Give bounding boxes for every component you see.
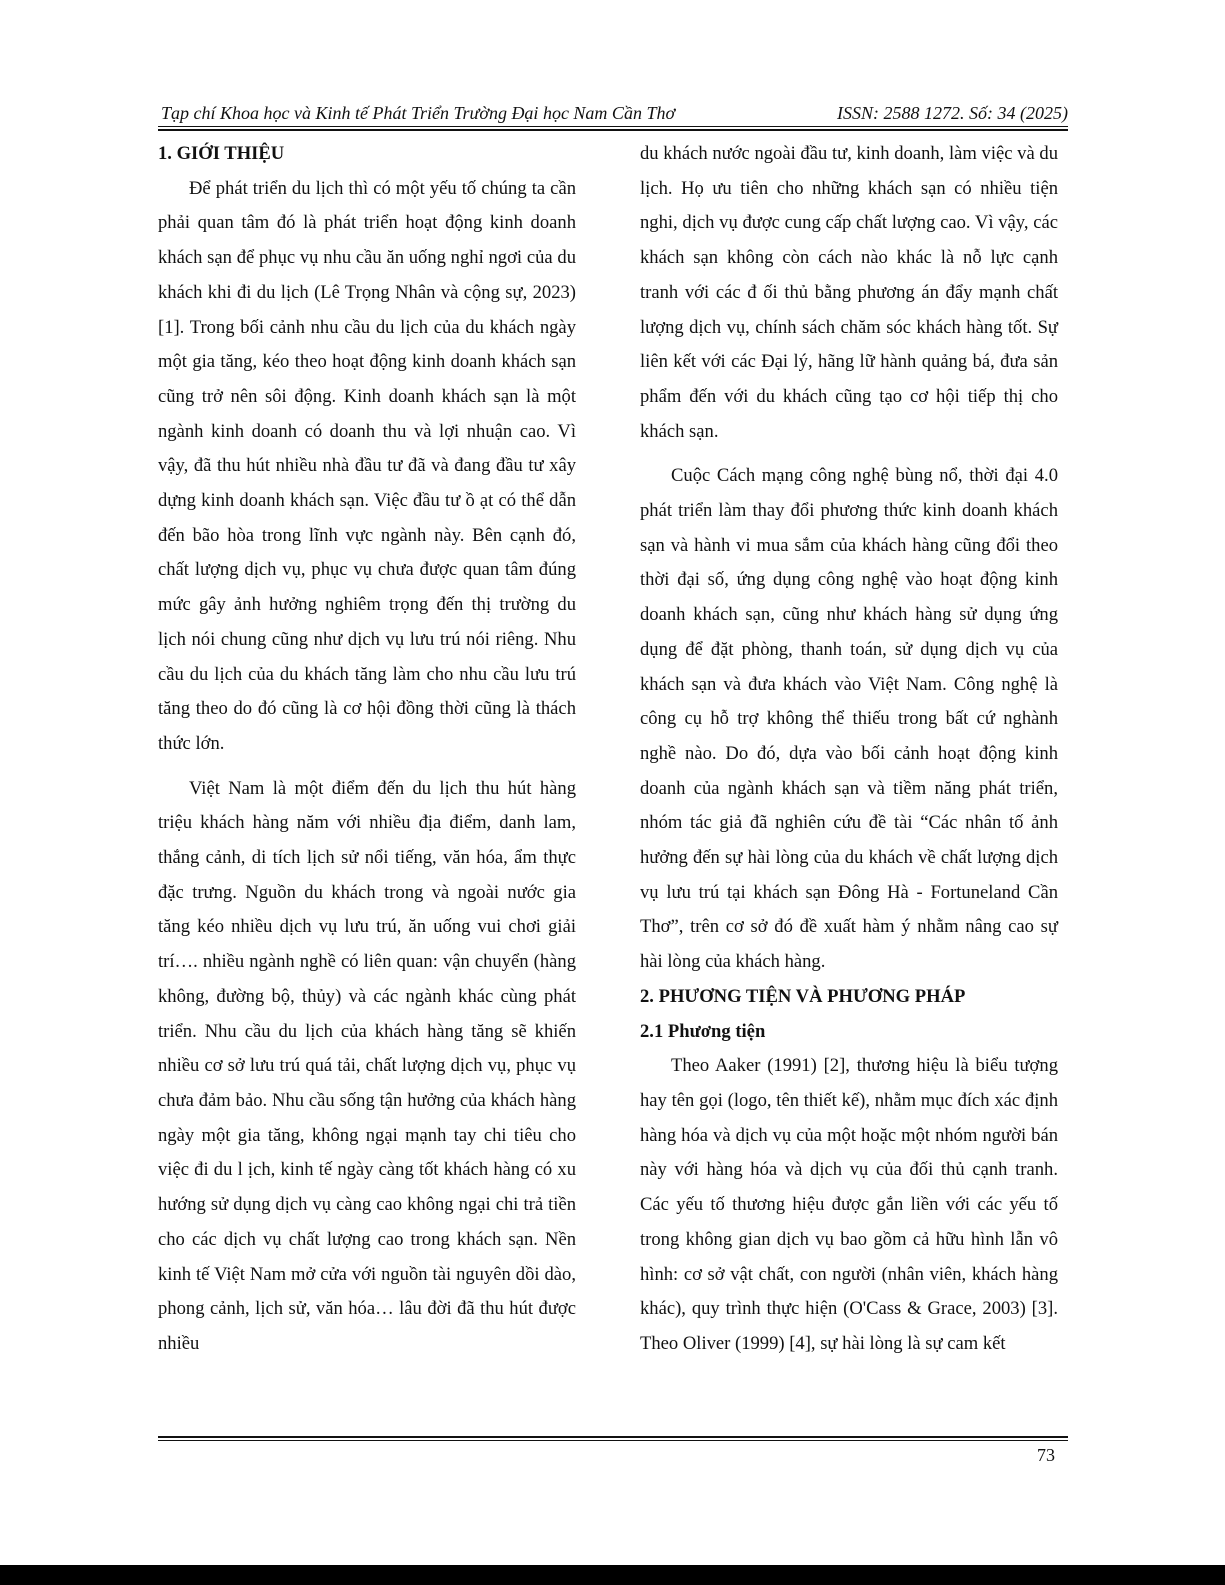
header-rule-thin <box>158 126 1068 127</box>
subsection-heading: 2.1 Phương tiện <box>640 1020 766 1042</box>
scan-bottom-edge <box>0 1565 1225 1585</box>
section-heading: 2. PHƯƠNG TIỆN VÀ PHƯƠNG PHÁP <box>640 985 966 1007</box>
footer-rule-thick <box>158 1436 1068 1438</box>
header-rule-thick <box>158 129 1068 131</box>
paragraph-continued: du khách nước ngoài đầu tư, kinh doanh, làm việc và du lịch. Họ ưu tiên cho những khách sạn có nhiều tiện nghi, dịch vụ được cung cấp chất lượng cao. Vì vậy, các khách sạn không còn cách nào khác là nỗ lực cạnh tranh với các đ ối thủ bằng phương án đẩy mạnh chất lượng dịch vụ, chính sách chăm sóc khách hàng tốt. Sự liên kết với các Đại lý, hãng lữ hành quảng bá, đưa sản phẩm đến với du khách cũng tạo cơ hội tiếp thị cho khách sạn. <box>640 143 1058 442</box>
page-number: 73 <box>1037 1445 1055 1465</box>
issn-issue: ISSN: 2588 1272. Số: 34 (2025) <box>837 103 1068 123</box>
left-column <box>158 137 576 1362</box>
footer-rule-thin <box>158 1440 1068 1441</box>
journal-title: Tạp chí Khoa học và Kinh tế Phát Triển Trường Đại học Nam Cần Thơ <box>161 103 676 123</box>
paragraph: Cuộc Cách mạng công nghệ bùng nổ, thời đại 4.0 phát triển làm thay đổi phương thức kinh doanh khách sạn và hành vi mua sắm của khách hàng cũng đổi theo thời đại số, ứng dụng công nghệ vào hoạt động kinh doanh khách sạn, cũng như khách hàng sử dụng ứng dụng để đặt phòng, thanh toán, sử dụng dịch vụ của khách sạn và đưa khách vào Việt Nam. Công nghệ là công cụ hỗ trợ không thể thiếu trong bất cứ nghành nghề nào. Do đó, dựa vào bối cảnh hoạt động kinh doanh của ngành khách sạn và tiềm năng phát triển, nhóm tác giả đã nghiên cứu đề tài “Các nhân tố ảnh hưởng đến sự hài lòng của du khách về chất lượng dịch vụ lưu trú tại khách sạn Đông Hà - Fortuneland Cần Thơ”, trên cơ sở đó đề xuất hàm ý nhằm nâng cao sự hài lòng của khách hàng. <box>640 465 1058 973</box>
right-column <box>640 137 1058 1362</box>
paragraph: Để phát triển du lịch thì có một yếu tố chúng ta cần phải quan tâm đó là phát triển hoạt động kinh doanh khách sạn để phục vụ nhu cầu ăn uống nghỉ ngơi của du khách khi đi du lịch (Lê Trọng Nhân và cộng sự, 2023) [1]. Trong bối cảnh nhu cầu du lịch của du khách ngày một gia tăng, kéo theo hoạt động kinh doanh khách sạn cũng trở nên sôi động. Kinh doanh khách sạn là một ngành kinh doanh có doanh thu và lợi nhuận cao. Vì vậy, đã thu hút nhiều nhà đầu tư đã và đang đầu tư xây dựng kinh doanh khách sạn. Việc đầu tư ồ ạt có thể dẫn đến bão hòa trong lĩnh vực ngành này. Bên cạnh đó, chất lượng dịch vụ, phục vụ chưa được quan tâm đúng mức gây ảnh hưởng nghiêm trọng đến thị trường du lịch nói chung cũng như dịch vụ lưu trú nói riêng. Nhu cầu du lịch của du khách tăng làm cho nhu cầu lưu trú tăng theo do đó cũng là cơ hội đồng thời cũng là thách thức lớn. <box>158 177 576 754</box>
paragraph: Theo Aaker (1991) [2], thương hiệu là biểu tượng hay tên gọi (logo, tên thiết kế), nhằm mục đích xác định hàng hóa và dịch vụ của một hoặc một nhóm người bán này với hàng hóa và dịch vụ của đối thủ cạnh tranh. Các yếu tố thương hiệu được gắn liền với các yếu tố trong không gian dịch vụ bao gồm cả hữu hình lẫn vô hình: cơ sở vật chất, con người (nhân viên, khách hàng khác), quy trình thực hiện (O'Cass & Grace, 2003) [3]. Theo Oliver (1999) [4], sự hài lòng là sự cam kết <box>640 1055 1058 1354</box>
paragraph: Việt Nam là một điểm đến du lịch thu hút hàng triệu khách hàng năm với nhiều địa điểm, danh lam, thắng cảnh, di tích lịch sử nổi tiếng, văn hóa, ẩm thực đặc trưng. Nguồn du khách trong và ngoài nước gia tăng kéo nhiều dịch vụ lưu trú, ăn uống vui chơi giải trí…. nhiều ngành nghề có liên quan: vận chuyển (hàng không, đường bộ, thủy) và các ngành khác cùng phát triển. Nhu cầu du lịch của khách hàng tăng sẽ khiến nhiều cơ sở lưu trú quá tải, chất lượng dịch vụ, phục vụ chưa đảm bảo. Nhu cầu sống tận hưởng của khách hàng ngày một gia tăng, không ngại mạnh tay chi tiêu cho việc đi du l ịch, kinh tế ngày càng tốt khách hàng có xu hướng sử dụng dịch vụ càng cao không ngại chi trả tiền cho các dịch vụ chất lượng cao trong khách sạn. Nền kinh tế Việt Nam mở cửa với nguồn tài nguyên dồi dào, phong cảnh, lịch sử, văn hóa… lâu đời đã thu hút được nhiều <box>158 777 576 1354</box>
section-heading: 1. GIỚI THIỆU <box>158 143 285 164</box>
